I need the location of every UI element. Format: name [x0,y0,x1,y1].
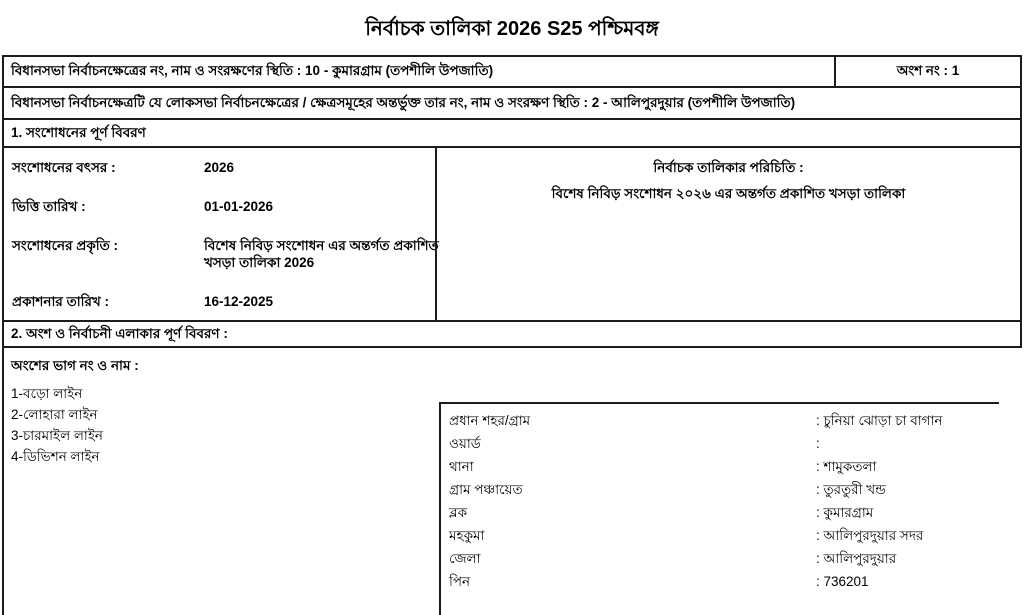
address-row-main-town [449,409,999,432]
roll-identity-heading: নির্বাচক তালিকার পরিচিতি : [653,160,804,175]
revision-year-field [4,160,435,177]
section2-body [2,348,1022,615]
field-value: 16-12-2025 [204,293,274,309]
address-row-block [449,501,999,524]
address-value: : তুরতুরী খন্ড [816,482,886,497]
address-label: গ্রাম পঞ্চায়েত [449,482,523,497]
address-label: পিন [449,574,471,589]
part-item: 3-চারমাইল লাইন [11,427,103,443]
address-value: : [816,436,820,451]
field-value: 01-01-2026 [204,198,274,214]
field-label: ভিত্তি তারিখ : [12,198,86,214]
part-item: 4-ডিভিশন লাইন [11,448,100,464]
address-label: জেলা [449,551,481,566]
cover-table [2,55,1022,615]
address-value: : আলিপুরদুয়ার সদর [816,528,924,543]
section2-heading: 2. অংশ ও নির্বাচনী এলাকার পূর্ণ বিবরণ : [2,322,1022,348]
address-label: ওয়ার্ড [449,436,481,451]
field-value: বিশেষ নিবিড় সংশোধন এর অন্তর্গত প্রকাশিত খসড়া তালিকা 2026 [204,237,439,270]
section1-heading: 1. সংশোধনের পূর্ণ বিবরণ [2,120,1022,148]
address-row-gram-panchayat [449,478,999,501]
parliamentary-constituency-row: বিধানসভা নির্বাচনক্ষেত্রটি যে লোকসভা নির্বাচনক্ষেত্রের / ক্ষেত্রসমূহের অন্তর্ভুক্ত তার নং, নাম ও সংরক্ষণ স্থিতি : 2 - আলিপুরদুয়ার (তপশীলি উপজাতি) [2,88,1022,120]
address-label: ব্লক [449,505,468,520]
assembly-constituency-row [2,55,1022,88]
revision-type-field [4,237,439,272]
address-row-subdivision [449,524,999,547]
address-row-district [449,547,999,570]
field-label: সংশোধনের বৎসর : [12,160,116,175]
address-row-police-station [449,455,999,478]
field-value: 2026 [204,160,235,175]
part-item: 1-বড়ো লাইন [11,385,83,401]
address-value: : চুনিয়া ঝোড়া চা বাগান [816,413,943,428]
part-number-cell: অংশ নং : 1 [896,63,960,79]
revision-details [4,148,439,320]
address-label: থানা [449,459,474,474]
parts-list-label: অংশের ভাগ নং ও নাম : [11,358,139,373]
address-row-ward [449,432,999,455]
address-label: প্রধান শহর/গ্রাম [449,413,531,428]
address-value: : শামুকতলা [816,459,877,474]
publication-date-field [4,294,435,311]
roll-identity-text: বিশেষ নিবিড় সংশোধন ২০২৬ এর অন্তর্গত প্রকাশিত খসড়া তালিকা [551,185,906,201]
address-value: : 736201 [816,574,869,589]
locality-address-box [439,402,999,615]
address-value: : আলিপুরদুয়ার [816,551,897,566]
address-row-pin [449,570,999,593]
section1-body [2,148,1022,322]
field-label: সংশোধনের প্রকৃতি : [12,237,119,253]
part-item: 2-লোহারা লাইন [11,406,98,422]
roll-identity-box [435,148,1020,320]
assembly-constituency-cell: বিধানসভা নির্বাচনক্ষেত্রের নং, নাম ও সংরক্ষণের স্থিতি : 10 - কুমারগ্রাম (তপশীলি উপজাতি) [4,57,836,86]
qualifying-date-field [4,199,435,216]
address-value: : কুমারগ্রাম [816,505,874,520]
field-label: প্রকাশনার তারিখ : [12,293,110,309]
page-title: নির্বাচক তালিকা 2026 S25 পশ্চিমবঙ্গ [365,18,659,40]
address-label: মহকুমা [449,528,485,543]
